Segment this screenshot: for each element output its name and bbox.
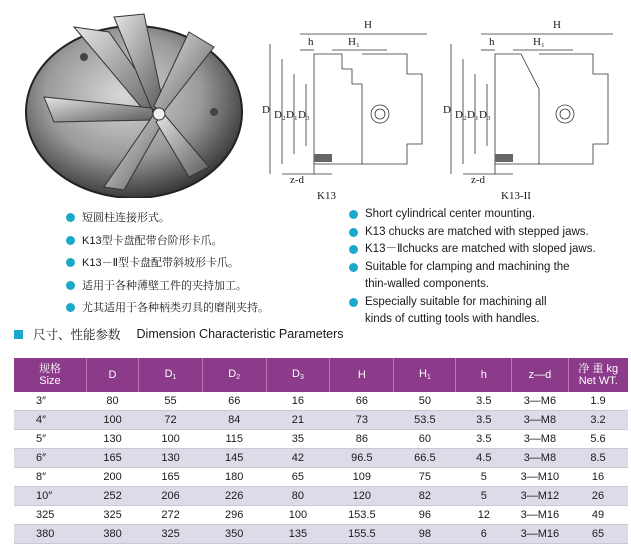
table-row xyxy=(14,449,628,468)
feature-item xyxy=(64,209,344,227)
table-cell: 120 xyxy=(330,487,394,506)
feature-text: K13－Ⅱchucks are matched with sloped jaws. xyxy=(365,243,596,255)
table-cell: 3.5 xyxy=(456,411,512,430)
feature-item xyxy=(347,224,627,242)
table-cell: 6 xyxy=(456,525,512,544)
bullet-icon xyxy=(349,298,358,307)
col-D: D xyxy=(86,358,138,392)
dim-D: D xyxy=(262,104,270,116)
table-cell: 130 xyxy=(139,449,203,468)
table-body xyxy=(14,392,628,544)
k13ii-drawing xyxy=(443,14,623,204)
section-title-en: Dimension Characteristic Parameters xyxy=(136,327,344,341)
table-cell: 96.5 xyxy=(330,449,394,468)
table-cell: 145 xyxy=(202,449,266,468)
dim-D2: D₂ xyxy=(274,109,286,121)
table-cell: 226 xyxy=(202,487,266,506)
k13-caption: K13 xyxy=(317,190,336,202)
feature-item xyxy=(64,277,344,295)
table-cell: 16 xyxy=(266,392,330,411)
table-cell: 3″ xyxy=(14,392,86,411)
table-cell: 4″ xyxy=(14,411,86,430)
table-cell: 109 xyxy=(330,468,394,487)
table-cell: 130 xyxy=(86,430,138,449)
feature-item xyxy=(347,259,627,294)
feature-item xyxy=(347,206,627,224)
bullet-icon xyxy=(349,210,358,219)
table-row xyxy=(14,506,628,525)
table-cell: 3.5 xyxy=(456,392,512,411)
table-cell: 82 xyxy=(394,487,456,506)
feature-text: Suitable for clamping and machining the xyxy=(365,260,570,273)
bullet-icon xyxy=(349,263,358,272)
feature-text-cont: thin-walled components. xyxy=(365,278,490,290)
feature-item xyxy=(347,294,627,329)
table-cell: 3.2 xyxy=(568,411,628,430)
table-cell: 12 xyxy=(456,506,512,525)
table-cell: 6″ xyxy=(14,449,86,468)
table-cell: 115 xyxy=(202,430,266,449)
table-cell: 3.5 xyxy=(456,430,512,449)
table-cell: 55 xyxy=(139,392,203,411)
table-cell: 296 xyxy=(202,506,266,525)
table-cell: 5.6 xyxy=(568,430,628,449)
table-cell: 5 xyxy=(456,468,512,487)
features-list-cn xyxy=(64,209,344,322)
col-size: 规格 Size xyxy=(14,358,86,392)
feature-text: Especially suitable for machining all xyxy=(365,295,547,308)
table-cell: 206 xyxy=(139,487,203,506)
table-cell: 8″ xyxy=(14,468,86,487)
table-cell: 65 xyxy=(568,525,628,544)
table-cell: 72 xyxy=(139,411,203,430)
table-cell: 96 xyxy=(394,506,456,525)
feature-text: Short cylindrical center mounting. xyxy=(365,208,536,220)
col-H: H xyxy=(330,358,394,392)
table-row xyxy=(14,525,628,544)
bullet-icon xyxy=(66,236,75,245)
table-cell: 65 xyxy=(266,468,330,487)
section-title-cn: 尺寸、性能参数 xyxy=(33,328,121,342)
table-row xyxy=(14,392,628,411)
dim-D1: D₁ xyxy=(467,109,479,121)
table-cell: 135 xyxy=(266,525,330,544)
dim-H: H xyxy=(553,19,561,31)
dim-H1: H₁ xyxy=(533,36,545,48)
table-cell: 3—M8 xyxy=(512,430,568,449)
feature-text: 短圆柱连接形式。 xyxy=(82,212,170,224)
feature-text-cont: kinds of cutting tools with handles. xyxy=(365,313,540,325)
table-cell: 165 xyxy=(86,449,138,468)
table-cell: 49 xyxy=(568,506,628,525)
k13ii-caption: K13-II xyxy=(501,190,531,202)
table-cell: 3—M16 xyxy=(512,525,568,544)
table-cell: 80 xyxy=(266,487,330,506)
chuck-photo xyxy=(14,2,244,198)
table-cell: 1.9 xyxy=(568,392,628,411)
table-row xyxy=(14,487,628,506)
table-cell: 4.5 xyxy=(456,449,512,468)
table-cell: 98 xyxy=(394,525,456,544)
table-cell: 16 xyxy=(568,468,628,487)
table-cell: 26 xyxy=(568,487,628,506)
table-cell: 73 xyxy=(330,411,394,430)
table-cell: 5″ xyxy=(14,430,86,449)
dim-h: h xyxy=(489,36,495,48)
table-cell: 3—M16 xyxy=(512,506,568,525)
col-zd: z—d xyxy=(512,358,568,392)
table-cell: 100 xyxy=(86,411,138,430)
table-cell: 153.5 xyxy=(330,506,394,525)
features-list-en xyxy=(347,206,627,329)
dim-H: H xyxy=(364,19,372,31)
dim-D1: D₁ xyxy=(286,109,298,121)
feature-item xyxy=(64,254,344,272)
section-title xyxy=(14,325,344,343)
table-cell: 5 xyxy=(456,487,512,506)
table-cell: 21 xyxy=(266,411,330,430)
table-cell: 53.5 xyxy=(394,411,456,430)
bullet-icon xyxy=(349,228,358,237)
table-cell: 165 xyxy=(139,468,203,487)
k13-drawing xyxy=(262,14,437,204)
feature-text: K13型卡盘配带台阶形卡爪。 xyxy=(82,234,223,247)
table-cell: 35 xyxy=(266,430,330,449)
table-cell: 3—M6 xyxy=(512,392,568,411)
table-cell: 272 xyxy=(139,506,203,525)
table-row xyxy=(14,468,628,487)
col-H1: H1 xyxy=(394,358,456,392)
dim-D3: D₃ xyxy=(479,109,491,121)
col-net-weight: 净 重 kg Net WT. xyxy=(568,358,628,392)
col-D3: D3 xyxy=(266,358,330,392)
dim-D2: D₂ xyxy=(455,109,467,121)
table-cell: 155.5 xyxy=(330,525,394,544)
table-cell: 3—M10 xyxy=(512,468,568,487)
table-cell: 380 xyxy=(86,525,138,544)
table-cell: 325 xyxy=(14,506,86,525)
table-cell: 10″ xyxy=(14,487,86,506)
feature-item xyxy=(64,299,344,317)
table-cell: 180 xyxy=(202,468,266,487)
table-cell: 75 xyxy=(394,468,456,487)
feature-text: K13－Ⅱ型卡盘配带斜坡形卡爪。 xyxy=(82,257,239,269)
feature-text: 尤其适用于各种柄类刃具的磨削夹持。 xyxy=(82,302,269,314)
table-cell: 66 xyxy=(330,392,394,411)
feature-text: 适用于各种薄壁工件的夹持加工。 xyxy=(82,279,247,292)
bullet-icon xyxy=(349,245,358,254)
table-cell: 3—M12 xyxy=(512,487,568,506)
table-cell: 66.5 xyxy=(394,449,456,468)
table-cell: 60 xyxy=(394,430,456,449)
table-header-row xyxy=(14,358,628,392)
table-row xyxy=(14,411,628,430)
square-bullet-icon xyxy=(14,330,23,339)
table-cell: 380 xyxy=(14,525,86,544)
bullet-icon xyxy=(66,213,75,222)
bullet-icon xyxy=(66,258,75,267)
table-cell: 3—M8 xyxy=(512,449,568,468)
table-row xyxy=(14,430,628,449)
feature-item xyxy=(64,232,344,250)
table-cell: 66 xyxy=(202,392,266,411)
dim-D3: D₃ xyxy=(298,109,310,121)
table-cell: 100 xyxy=(139,430,203,449)
table-cell: 325 xyxy=(86,506,138,525)
table-cell: 50 xyxy=(394,392,456,411)
bullet-icon xyxy=(66,281,75,290)
table-cell: 350 xyxy=(202,525,266,544)
dim-H1: H₁ xyxy=(348,36,360,48)
col-D2: D2 xyxy=(202,358,266,392)
table-cell: 325 xyxy=(139,525,203,544)
table-cell: 3—M8 xyxy=(512,411,568,430)
table-cell: 84 xyxy=(202,411,266,430)
col-D1: D1 xyxy=(139,358,203,392)
feature-item xyxy=(347,241,627,259)
dim-zd: z-d xyxy=(290,174,305,186)
bullet-icon xyxy=(66,303,75,312)
table-cell: 200 xyxy=(86,468,138,487)
dim-h: h xyxy=(308,36,314,48)
table-cell: 80 xyxy=(86,392,138,411)
table-cell: 42 xyxy=(266,449,330,468)
table-cell: 86 xyxy=(330,430,394,449)
col-h: h xyxy=(456,358,512,392)
table-cell: 8.5 xyxy=(568,449,628,468)
dim-zd: z-d xyxy=(471,174,486,186)
feature-text: K13 chucks are matched with stepped jaws. xyxy=(365,225,589,238)
dim-D: D xyxy=(443,104,451,116)
table-cell: 252 xyxy=(86,487,138,506)
dimension-table xyxy=(14,358,628,544)
table-cell: 100 xyxy=(266,506,330,525)
